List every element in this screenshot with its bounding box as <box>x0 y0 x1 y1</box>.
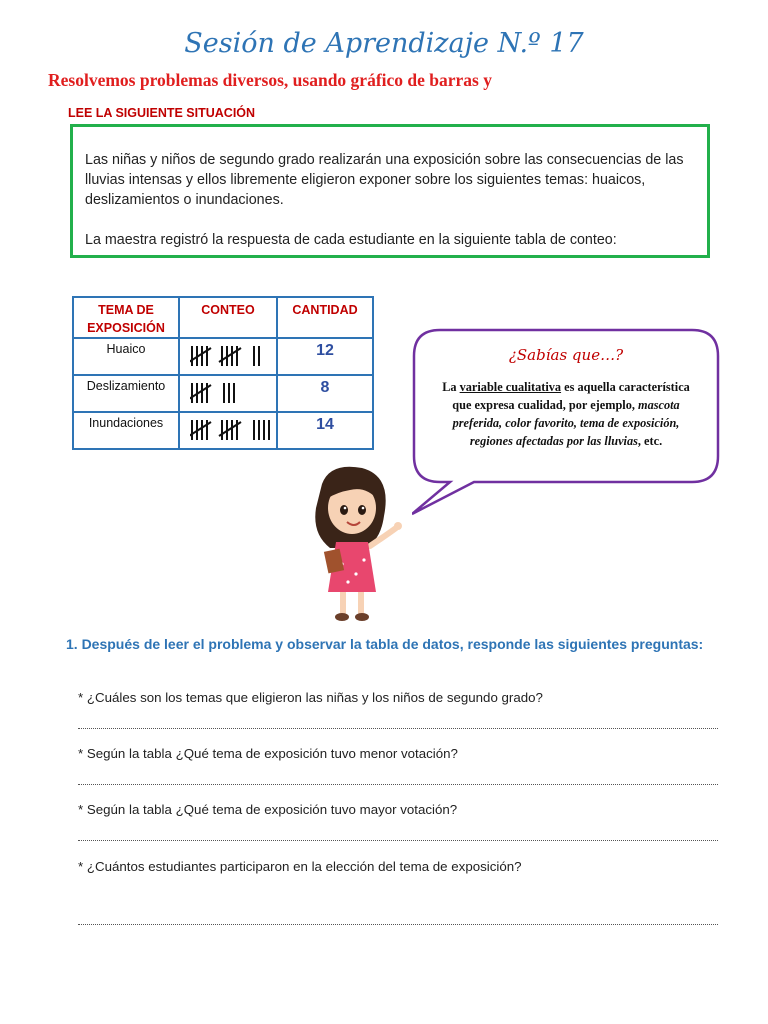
count-cell: 12 <box>277 338 373 375</box>
question-1: * ¿Cuáles son los temas que eligieron las niñas y los niños de segundo grado? <box>78 690 543 705</box>
tally-cell <box>179 338 277 375</box>
tally-marks <box>190 379 276 407</box>
header-count: CANTIDAD <box>277 297 373 338</box>
question-3: * Según la tabla ¿Qué tema de exposición tuvo mayor votación? <box>78 802 458 817</box>
situation-paragraph-1: Las niñas y niños de segundo grado realizarán una exposición sobre las consecuencias de las lluvias intensas y ellos libremente eligieron exponer sobre los siguientes temas: huaicos, deslizamientos o inundaciones. <box>85 152 684 208</box>
table-header-row <box>73 297 373 338</box>
bubble-text-la: La <box>442 380 457 394</box>
bubble-text <box>434 378 698 450</box>
situation-box <box>70 124 710 258</box>
tally-cell <box>179 375 277 412</box>
table-row <box>73 338 373 375</box>
question-2: * Según la tabla ¿Qué tema de exposición tuvo menor votación? <box>78 746 458 761</box>
header-topic: TEMA DE EXPOSICIÓN <box>73 297 179 338</box>
tally-cell <box>179 412 277 449</box>
topic-cell: Deslizamiento <box>73 375 179 412</box>
bubble-definition: es aquella característica que expresa cualidad, por ejemplo, <box>452 380 690 412</box>
count-cell: 8 <box>277 375 373 412</box>
answer-line-1[interactable] <box>78 728 718 729</box>
table-row <box>73 375 373 412</box>
bubble-term: variable cualitativa <box>459 380 562 394</box>
tally-marks <box>190 342 276 370</box>
tally-table <box>72 296 374 450</box>
bubble-examples: mascota preferida, color favorito, tema de exposición, regiones afectadas por las lluvias <box>452 398 680 448</box>
answer-line-2[interactable] <box>78 784 718 785</box>
bubble-title: ¿Sabías que…? <box>508 346 624 364</box>
topic-cell: Inundaciones <box>73 412 179 449</box>
topic-cell: Huaico <box>73 338 179 375</box>
header-tally: CONTEO <box>179 297 277 338</box>
page-subtitle: Resolvemos problemas diversos, usando gráfico de barras y <box>48 70 492 90</box>
question-4: * ¿Cuántos estudiantes participaron en la elección del tema de exposición? <box>78 859 522 874</box>
answer-line-3[interactable] <box>78 840 718 841</box>
count-cell: 14 <box>277 412 373 449</box>
page-title: Sesión de Aprendizaje N.º 17 <box>184 28 584 59</box>
girl-illustration <box>300 464 410 624</box>
did-you-know-bubble <box>412 328 720 486</box>
table-row <box>73 412 373 449</box>
answer-line-4[interactable] <box>78 924 718 925</box>
situation-paragraph-2: La maestra registró la respuesta de cada estudiante en la siguiente tabla de conteo: <box>85 232 617 248</box>
bubble-etc: , etc. <box>637 434 663 448</box>
tally-marks <box>190 416 276 444</box>
instruction-label: LEE LA SIGUIENTE SITUACIÓN <box>68 106 256 120</box>
question-heading: 1. Después de leer el problema y observar la tabla de datos, responde las siguientes preguntas: <box>66 636 704 652</box>
